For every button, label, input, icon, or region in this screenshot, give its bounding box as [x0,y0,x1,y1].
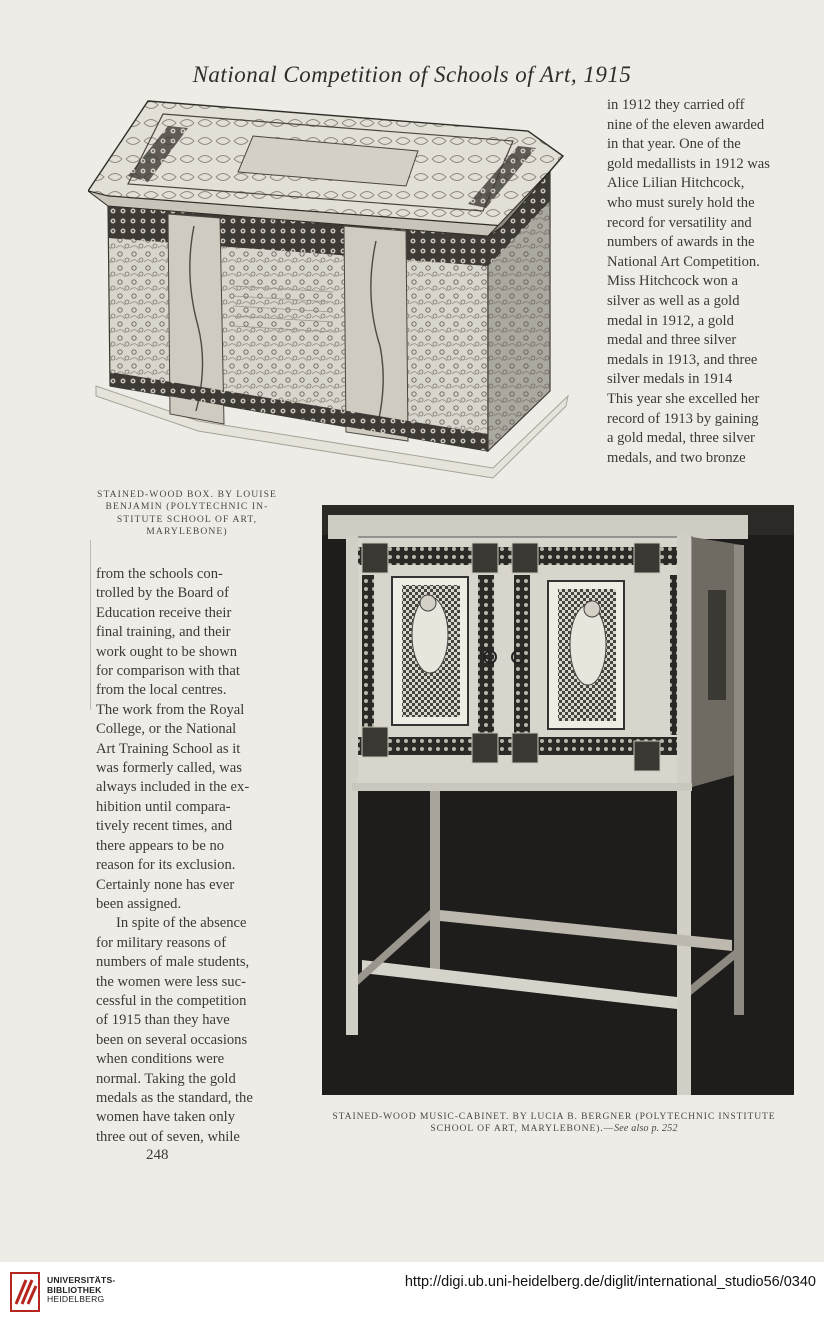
music-cabinet-image [322,505,794,1095]
page-number: 248 [146,1147,169,1163]
figure2-caption: STAINED-WOOD MUSIC-CABINET. BY LUCIA B. BERGNER (POLYTECHNIC INSTITUTE SCHOOL OF ART, MARYLEBONE).—See also p. 252 [332,1111,776,1135]
viewer-footer [0,1262,824,1322]
figure1-caption: STAINED-WOOD BOX. BY LOUISE BENJAMIN (POLYTECHNIC IN- STITUTE SCHOOL OF ART, MARYLEBONE) [97,489,277,538]
source-url-link[interactable]: http://digi.ub.uni-heidelberg.de/diglit/international_studio56/0340 [404,1274,816,1290]
running-header: National Competition of Schools of Art, 1915 [192,62,632,87]
university-library-logo-icon[interactable] [10,1272,40,1312]
right-column-text: in 1912 they carried off nine of the eleven awarded in that year. One of the gold medallists in 1912 was Alice Lilian Hitchcock, who must surely hold the record for versatility and numbers of awards in the National Art Competition. Miss Hitchcock won a silver as well as a gold medal in 1912, a gold medal and three silver medals in 1913, and three silver medals in 1914 This year she excelled her record of 1913 by gaining a gold medal, three silver medals, and two bronze [607,97,770,466]
stained-wood-box-image [88,96,578,486]
library-name[interactable]: UNIVERSITÄTS- BIBLIOTHEK HEIDELBERG [47,1275,116,1305]
left-column-text: from the schools con- trolled by the Board of Education receive their final training, and their work ought to be shown for comparison with that from the local centres. The work from the Royal College, or the National Art Training School as it was formerly called, was always included in the ex- hibition until compara- tively recent times, and there appears to be no reason for its exclusion. Certainly none has ever been assigned. In spite of the absence for military reasons of numbers of male students, the women were less suc- cessful in the competition of 1915 than they have been on several occasions when conditions were normal. Taking the gold medals as the standard, the women have taken only three out of seven, while [96,566,253,1145]
margin-rule [90,540,91,710]
